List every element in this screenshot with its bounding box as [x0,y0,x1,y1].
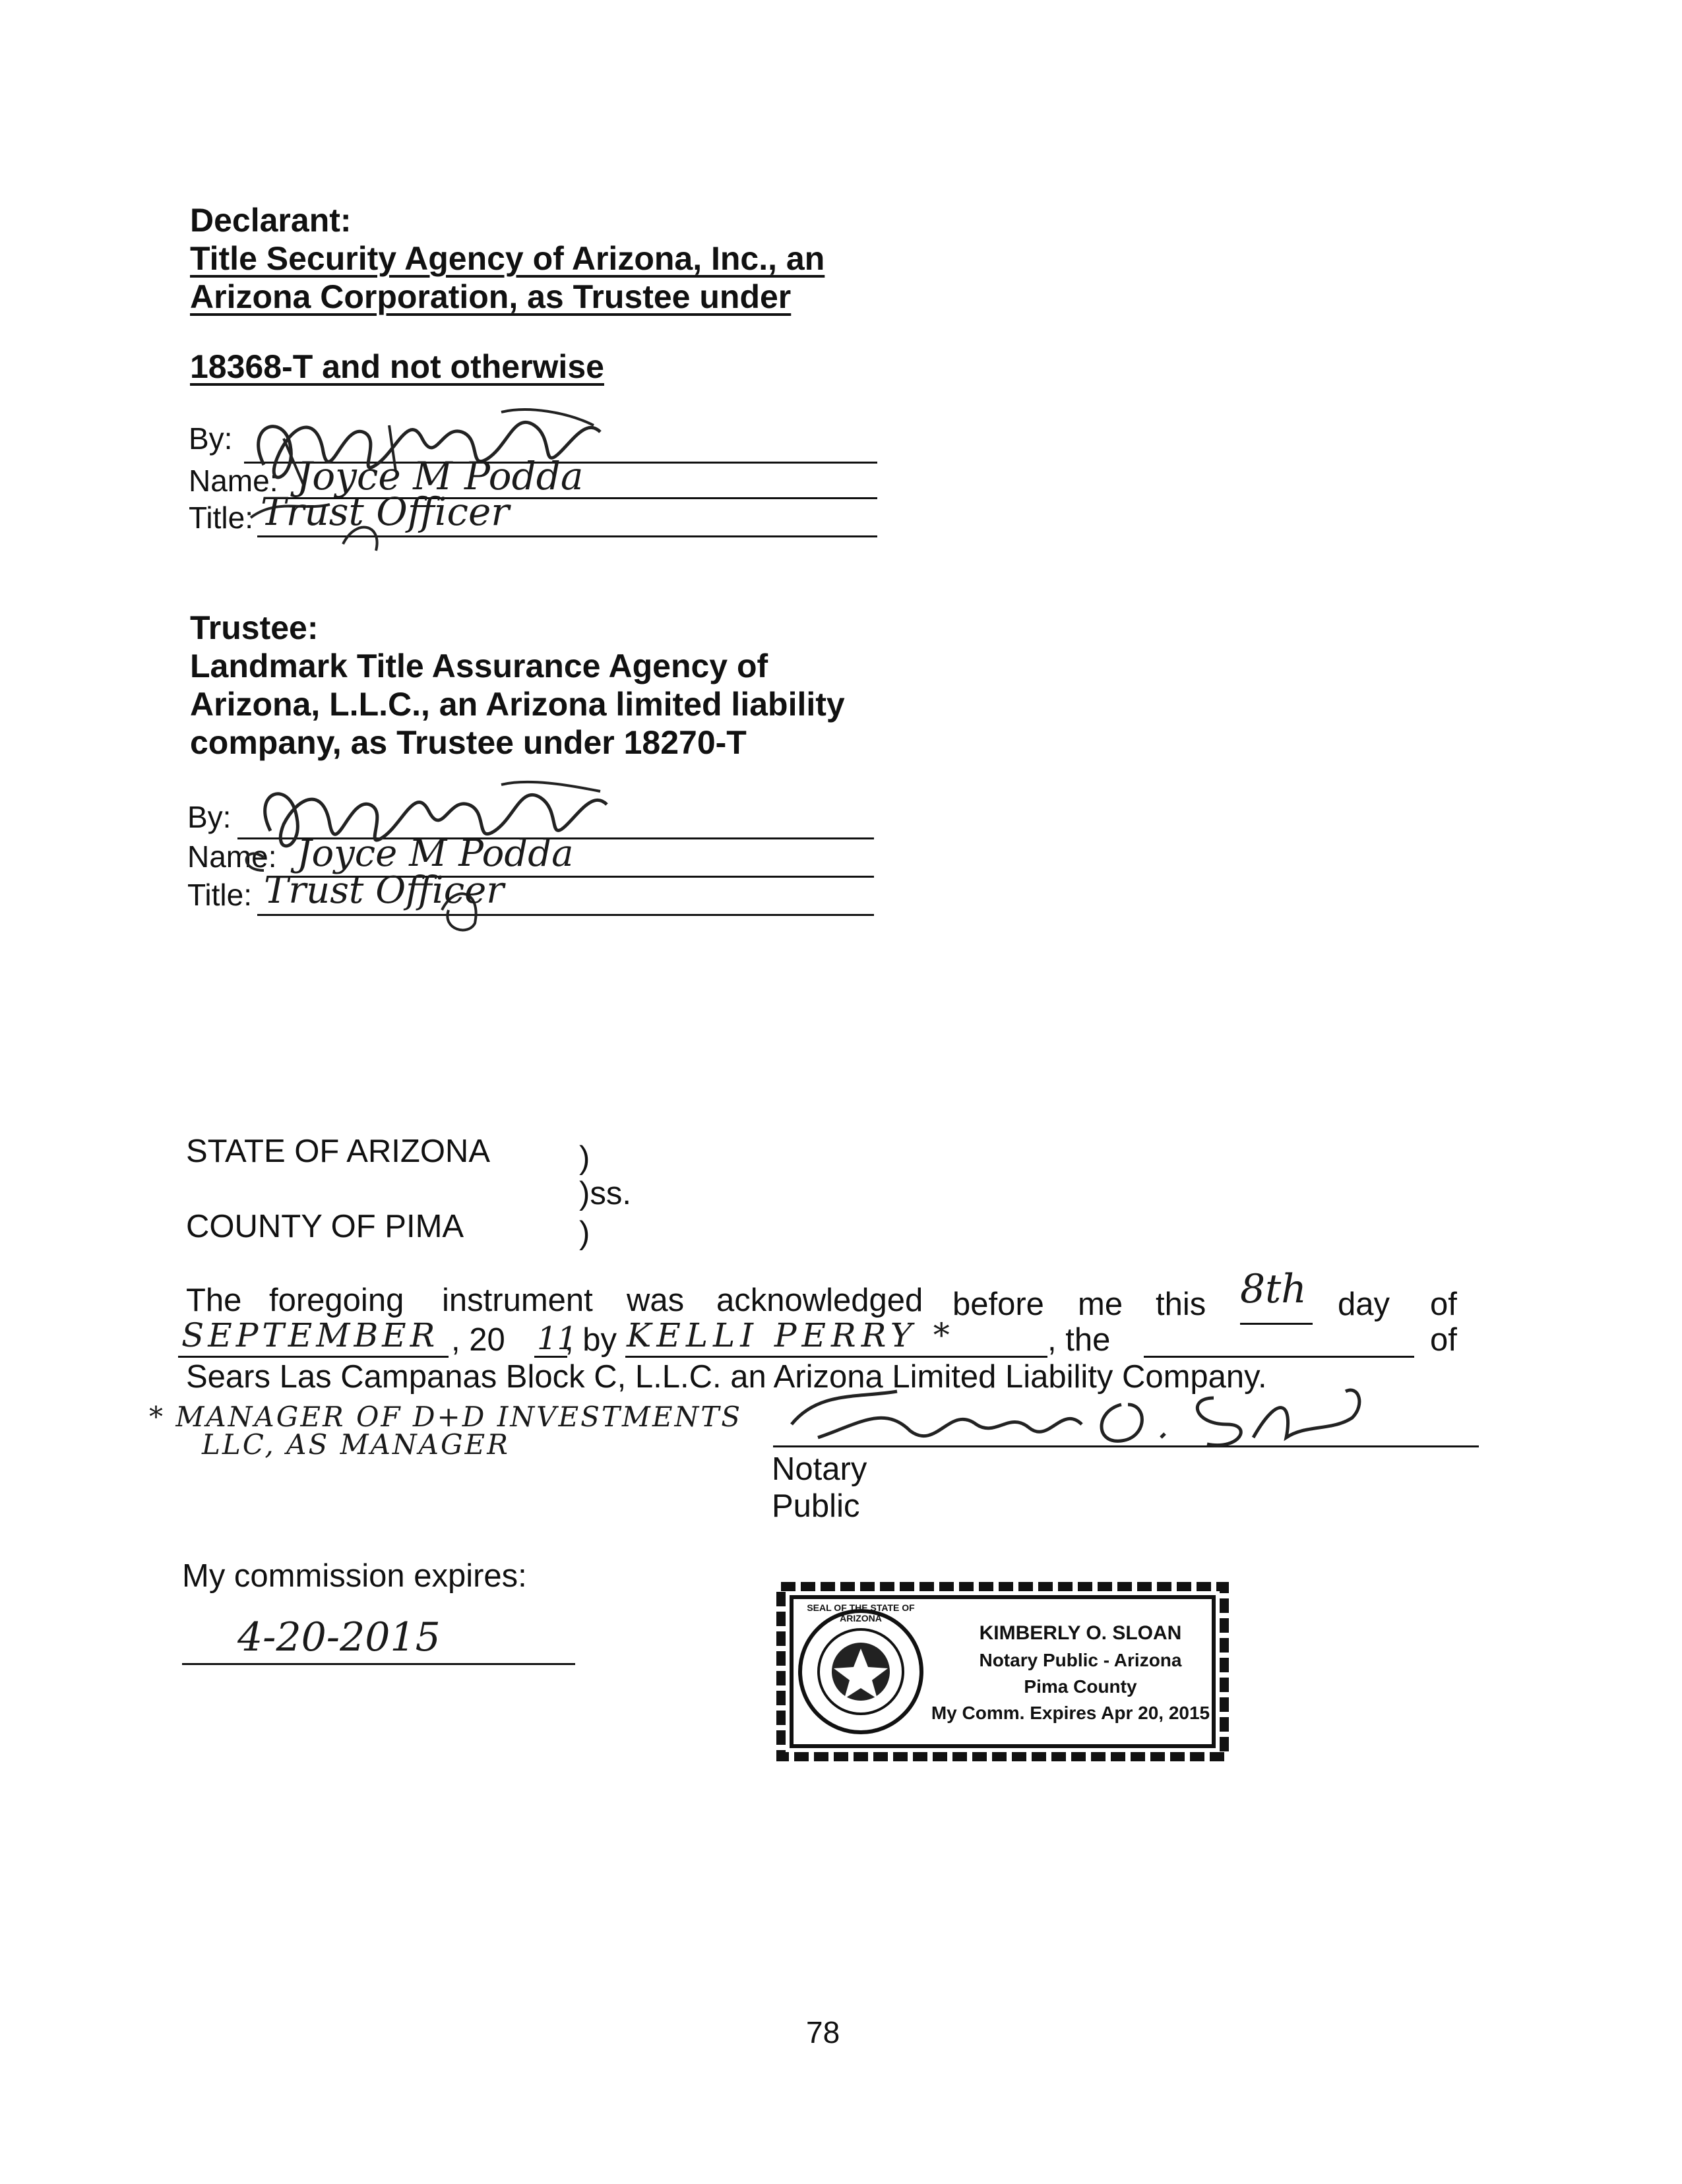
ack-word-this: this [1156,1287,1206,1322]
ack-day-handwritten: 8th [1240,1266,1307,1312]
ack-person-line [625,1356,1047,1358]
commission-label: My commission expires: [182,1558,527,1594]
declarant-title-handwritten: Trust Officer [261,489,509,534]
ack-word-day: day [1338,1287,1390,1322]
notary-signature [778,1365,1372,1457]
trustee-by-label: By: [187,800,232,834]
notary-label-2: Public [772,1488,860,1524]
declarant-by-label: By: [189,421,233,456]
trustee-name-handwritten: Joyce M Podda [297,832,574,875]
seal-line-3: Pima County [1024,1676,1137,1697]
page-number: 78 [806,2015,840,2049]
ack-word-foregoing: foregoing [269,1283,404,1318]
trustee-line-1: Landmark Title Assurance Agency of [190,648,768,684]
trustee-heading: Trustee: [190,609,319,646]
declarant-heading: Declarant: [190,202,352,239]
venue-ss: )ss. [579,1176,631,1211]
commission-date-line [182,1663,575,1665]
ack-word-acknowledged: acknowledged [716,1283,923,1318]
ack-word-the: The [186,1283,242,1318]
trustee-title-handwritten: Trust Officer [264,869,504,912]
seal-line-2: Notary Public - Arizona [979,1650,1182,1670]
venue-state: STATE OF ARIZONA [186,1134,491,1169]
seal-name: KIMBERLY O. SLOAN [979,1622,1182,1644]
trustee-name-label: Name: [187,839,277,874]
trustee-line-2: Arizona, L.L.C., an Arizona limited liability [190,686,845,723]
trustee-line-3: company, as Trustee under 18270-T [190,724,747,761]
ack-person-handwritten: KELLI PERRY * [627,1316,955,1354]
ack-year-handwritten: 11 [537,1320,578,1357]
ack-word-of-1: of [1430,1287,1457,1322]
ack-title-blank-line [1144,1356,1414,1358]
declarant-line-2: Arizona Corporation, as Trustee under [190,278,792,315]
venue-paren-1: ) [579,1140,590,1176]
ack-word-instrument: instrument [442,1283,593,1318]
ack-word-me: me [1078,1287,1123,1322]
ack-month-line [178,1356,449,1358]
seal-line-4: My Comm. Expires Apr 20, 2015 [931,1703,1210,1723]
trustee-title-label: Title: [187,878,252,912]
declarant-title-label: Title: [189,501,253,535]
ack-word-of-2: of [1430,1322,1457,1358]
ack-by-text: , by [565,1322,617,1358]
ack-word-before: before [952,1287,1044,1322]
ack-note-line-2: LLC, AS MANAGER [202,1428,510,1461]
ack-day-line [1240,1323,1313,1325]
declarant-name-handwritten: Joyce M Podda [297,454,584,499]
declarant-name-label: Name: [189,464,278,498]
venue-paren-2: ) [579,1215,590,1251]
declarant-line-1: Title Security Agency of Arizona, Inc., an [190,240,825,277]
ack-year-prefix: , 20 [451,1322,505,1358]
notary-seal [772,1576,1233,1767]
notary-label-1: Notary [772,1451,867,1487]
ack-the-text: , the [1047,1322,1111,1358]
declarant-line-3: 18368-T and not otherwise [190,348,604,385]
ack-word-was: was [627,1283,685,1318]
ack-month-handwritten: SEPTEMBER [181,1316,439,1354]
venue-county: COUNTY OF PIMA [186,1209,464,1244]
commission-date-handwritten: 4-20-2015 [237,1614,441,1660]
seal-emblem-text: SEAL OF THE STATE OF ARIZONA [807,1602,915,1623]
ack-company-line: Sears Las Campanas Block C, L.L.C. an Arizona Limited Liability Company. [186,1359,1267,1395]
ack-note-line-1: * MANAGER OF D+D INVESTMENTS [149,1401,743,1433]
